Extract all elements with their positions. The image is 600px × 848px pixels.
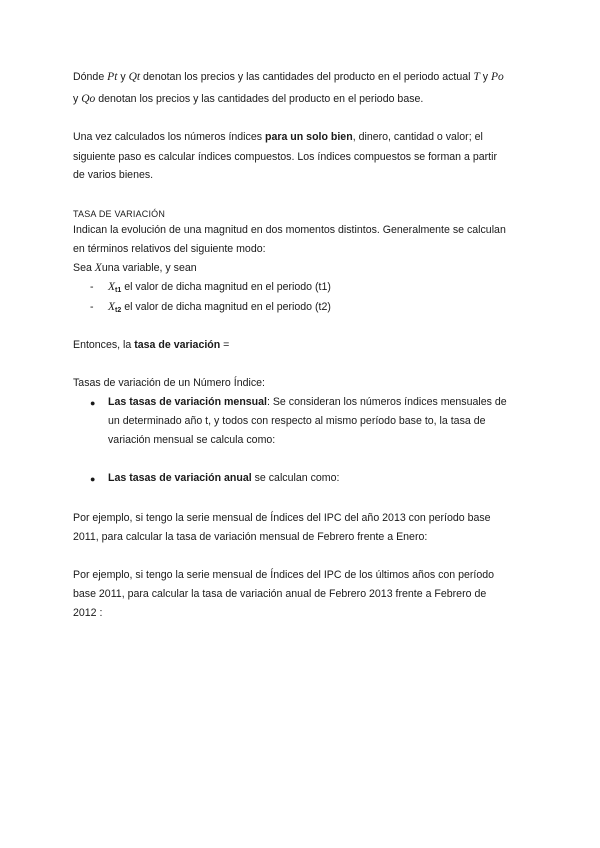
text: = — [220, 339, 230, 351]
symbol-qo: Qo — [81, 93, 96, 105]
paragraph-ejemplo1-line1: Por ejemplo, si tengo la serie mensual de Índices del IPC del año 2013 con período base — [73, 512, 491, 524]
text: se calculan como: — [251, 472, 340, 484]
list-dash: - — [90, 281, 94, 293]
text: : Se consideran los números índices mensuales de — [266, 396, 507, 408]
paragraph-definitions-line2 — [73, 92, 423, 106]
text: y — [117, 71, 129, 83]
paragraph-ejemplo2-line1: Por ejemplo, si tengo la serie mensual de Índices del IPC de los últimos años con período — [73, 569, 495, 581]
bullet-mensual-line1 — [108, 395, 507, 409]
paragraph-ejemplo2-line2: base 2011, para calcular la tasa de variación anual de Febrero 2013 frente a Febrero de — [73, 588, 487, 600]
symbol-pt: Pt — [107, 71, 118, 83]
paragraph-definitions-line1 — [73, 70, 504, 84]
bold-text: Las tasas de variación mensual — [108, 396, 267, 408]
symbol-x: X — [94, 262, 102, 274]
list-dash: - — [90, 301, 94, 313]
bold-text: Las tasas de variación anual — [108, 472, 252, 484]
paragraph-ejemplo1-line2: 2011, para calcular la tasa de variación mensual de Febrero frente a Enero: — [73, 531, 428, 543]
bullet-icon: ● — [90, 398, 96, 408]
symbol-qt: Qt — [128, 71, 141, 83]
text: Una vez calculados los números índices — [73, 131, 265, 143]
paragraph-tasa-line2: en términos relativos del siguiente modo: — [73, 243, 266, 255]
paragraph-tasa-line3 — [73, 261, 197, 275]
symbol-t: T — [473, 71, 480, 83]
bullet-mensual-line2: un determinado año t, y todos con respecto al mismo período base to, la tasa de — [108, 415, 486, 427]
paragraph-tasas-intro: Tasas de variación de un Número Índice: — [73, 377, 265, 389]
text: Dónde — [73, 71, 108, 83]
bullet-mensual-line3: variación mensual se calcula como: — [108, 434, 276, 446]
paragraph-entonces — [73, 338, 229, 352]
paragraph-indices-line2: siguiente paso es calcular índices compuestos. Los índices compuestos se forman a partir — [73, 151, 497, 163]
list-item-xt1 — [108, 280, 331, 298]
symbol-x: X — [108, 281, 116, 293]
paragraph-tasa-line1: Indican la evolución de una magnitud en dos momentos distintos. Generalmente se calculan — [73, 224, 506, 236]
text: denotan los precios y las cantidades del producto en el periodo actual — [140, 71, 474, 83]
text: una variable, y sean — [101, 262, 197, 274]
symbol-x: X — [108, 301, 116, 313]
text: el valor de dicha magnitud en el periodo (t2) — [121, 301, 331, 313]
bold-text: tasa de variación — [134, 339, 221, 351]
subscript: t1 — [115, 287, 122, 294]
subscript: t2 — [115, 307, 122, 314]
paragraph-ejemplo2-line3: 2012 : — [73, 607, 103, 619]
paragraph-indices-line1 — [73, 130, 483, 144]
bullet-anual — [108, 471, 339, 485]
bold-text: para un solo bien — [264, 131, 353, 143]
text: denotan los precios y las cantidades del producto en el periodo base. — [95, 93, 424, 105]
section-heading: TASA DE VARIACIÓN — [73, 209, 166, 219]
symbol-po: Po — [491, 71, 504, 83]
text: el valor de dicha magnitud en el periodo (t1) — [121, 281, 331, 293]
text: Entonces, la — [73, 339, 135, 351]
text: Sea — [73, 262, 95, 274]
text: y — [479, 71, 492, 83]
text: , dinero, cantidad o valor; el — [352, 131, 483, 143]
bullet-icon: ● — [90, 474, 96, 484]
paragraph-indices-line3: de varios bienes. — [73, 169, 154, 181]
text: y — [73, 93, 82, 105]
list-item-xt2 — [108, 300, 331, 318]
